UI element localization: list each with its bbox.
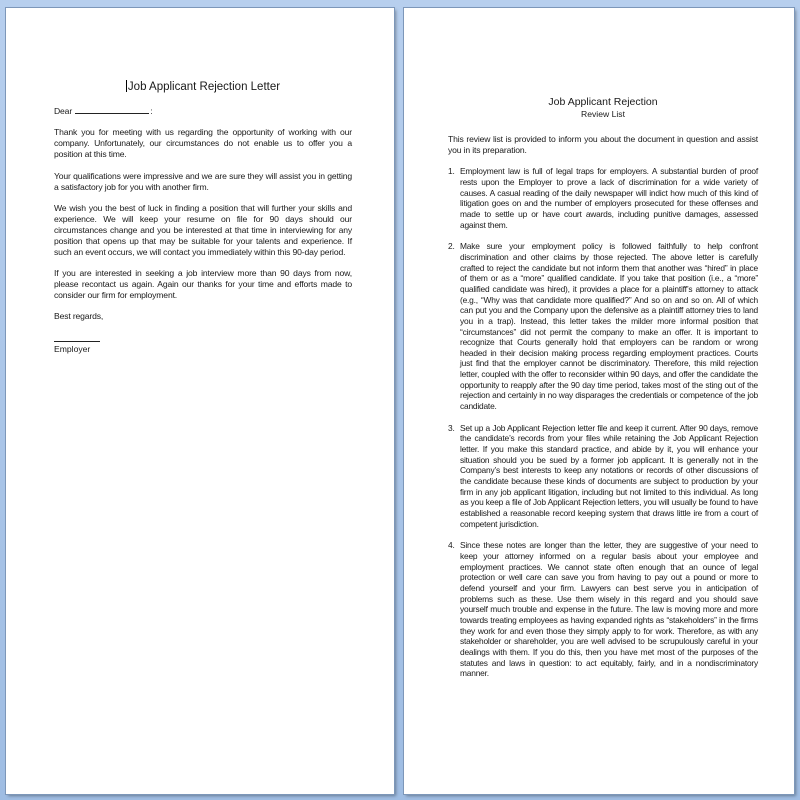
letter-paragraph-1: Thank you for meeting with us regarding the opportunity of working with our company. Unfortunately, our circumstances do not enable us to offer you a position at this time. [54,127,352,160]
review-title: Job Applicant Rejection [548,96,658,108]
signature-name: Employer [54,344,91,355]
recipient-blank[interactable] [75,105,149,114]
signature-line[interactable] [54,340,100,342]
letter-title: Job Applicant Rejection Letter [127,81,281,93]
letter-paragraph-2: Your qualifications were impressive and we are sure they will assist you in getting a satisfactory job for you with another firm. [54,170,352,192]
page-1[interactable] [6,8,394,794]
rejection-letter [54,80,352,354]
page-2[interactable] [404,8,794,794]
review-item-number: 1. [448,166,455,177]
closing: Best regards, [54,311,104,322]
review-item-number: 4. [448,540,455,551]
review-item-text: Employment law is full of legal traps for employers. A substantial burden of proof rests upon the Employer to prove a lack of discrimination for a wide variety of causes. A casual reading of the daily newspaper will indict how much of this kind of litigation goes on and the number of employers prosecuted for these offenses and made to settle up or have court awards, including punitive damages, assessed against them. [460,166,758,230]
letter-paragraph-4: If you are interested in seeking a job interview more than 90 days from now, please recontact us again. Again our thanks for your time and efforts made to consider our firm for employment. [54,267,352,300]
review-subtitle: Review List [581,109,625,119]
review-list [448,96,758,679]
letter-paragraph-3: We wish you the best of luck in finding a position that will further your skills and experience. We will keep your resume on file for 90 days should our circumstances change and you be interested at that time in interviewing for any position that opens up that may be suitable for your talents and experience. If such an event occurs, we will contact you immediately within this 90-day period. [54,202,352,257]
review-item-number: 3. [448,422,455,433]
salutation: Dear : [54,106,153,116]
review-item-text: Make sure your employment policy is followed faithfully to help confront discrimination and other claims by those rejected. The above letter is carefully crafted to reject the candidate but not inform them that another was “hired” in place of them or as a “more” qualified candidate. If you take that position (i.e., a “more” qualified candidate was hired), it provides a place for a plaintiff’s attorney to attack (e.g., “Why was that candidate more qualified?” And so on and so on. All of which can put you and the Company upon the defensive as a plaintiff attorney tries to land you in a trap). Instead, this letter takes the milder more informal position that “circumstances” did not permit the company to make an offer. It is important to recognize that Courts generally hold that employers can be random or wrong headed in their decision making process regarding employment practices. Courts just find that the employer cannot be discriminatory. Therefore, this mild rejection letter, coupled with the offer to reconsider within 90 days, and offer the candidate the opportunity to reapply after the 90 day time period, takes most of the sting out of the rejection and certainly in no way disparages the credentials or competence of the job candidate. [460,241,758,412]
review-item-number: 2. [448,241,455,252]
review-item-1 [448,166,758,230]
review-item-text: Since these notes are longer than the letter, they are suggestive of your need to keep your attorney informed on a regular basis about your employee and employment practices. We cannot state often enough that an ounce of legal protection or well care can save you from having to pay out a pound or more to defend yourself and your firm. Lawyers can best serve you in anticipation of problems such as these. Use them wisely in this regard and you should save yourself much trouble and expense in the future. The law is moving more and more towards treating employees as having expanded rights as “stakeholders” in the firms they work for and even those they simply apply to for work. Therefore, as with any stakeholder or shareholder, you are well advised to be scrupulously careful in your dealings with them. If you do this, then you have met most of the purposes of the statutes and laws in question: to act equitably, fairly, and in a nondiscriminatory manner. [460,540,758,679]
review-item-text: Set up a Job Applicant Rejection letter file and keep it current. After 90 days, remove the candidate’s records from your files while retaining the Job Applicant Rejection letter. If you make this standard practice, and abide by it, you will enhance your situation should you be sued by a former job applicant. It is generally not in the Company’s best interests to keep any notations or records of other discussions of the candidate because these kinds of documents are subject to production by your firm in any job applicant litigation, including but not limited to this individual. As long as you keep a file of Job Applicant Rejection letters, you will usually be found to have established a reasonable record keeping system that draws little ire from a court of competent jurisdiction. [460,422,758,529]
review-item-3 [448,423,758,530]
review-intro: This review list is provided to inform you about the document in question and assist you in its preparation. [448,134,758,155]
review-item-4 [448,540,758,679]
text-cursor [126,80,127,92]
review-item-2 [448,241,758,412]
